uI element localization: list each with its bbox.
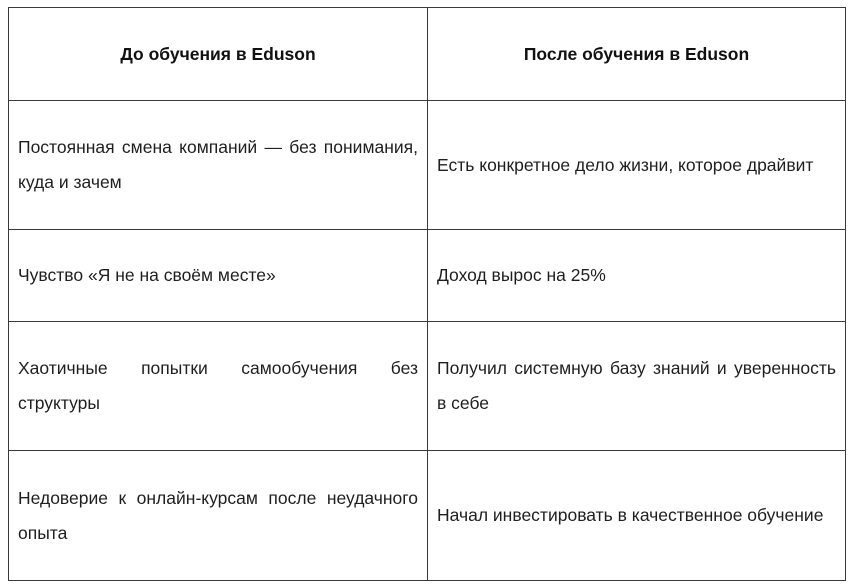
table-row bbox=[9, 101, 846, 230]
cell-before: Чувство «Я не на своём месте» bbox=[9, 230, 428, 322]
comparison-table bbox=[8, 7, 846, 581]
table-header-row bbox=[9, 8, 846, 101]
cell-before: Постоянная смена компаний — без понимания, куда и зачем bbox=[9, 101, 428, 230]
cell-before: Хаотичные попытки самообучения без структуры bbox=[9, 322, 428, 451]
header-before: До обучения в Eduson bbox=[9, 8, 428, 101]
table-row bbox=[9, 451, 846, 581]
table-row bbox=[9, 230, 846, 322]
table-row bbox=[9, 322, 846, 451]
cell-after: Начал инвестировать в качественное обучение bbox=[428, 451, 846, 581]
cell-after: Доход вырос на 25% bbox=[428, 230, 846, 322]
cell-before: Недоверие к онлайн-курсам после неудачного опыта bbox=[9, 451, 428, 581]
cell-after: Получил системную базу знаний и уверенность в себе bbox=[428, 322, 846, 451]
cell-after: Есть конкретное дело жизни, которое драйвит bbox=[428, 101, 846, 230]
header-after: После обучения в Eduson bbox=[428, 8, 846, 101]
